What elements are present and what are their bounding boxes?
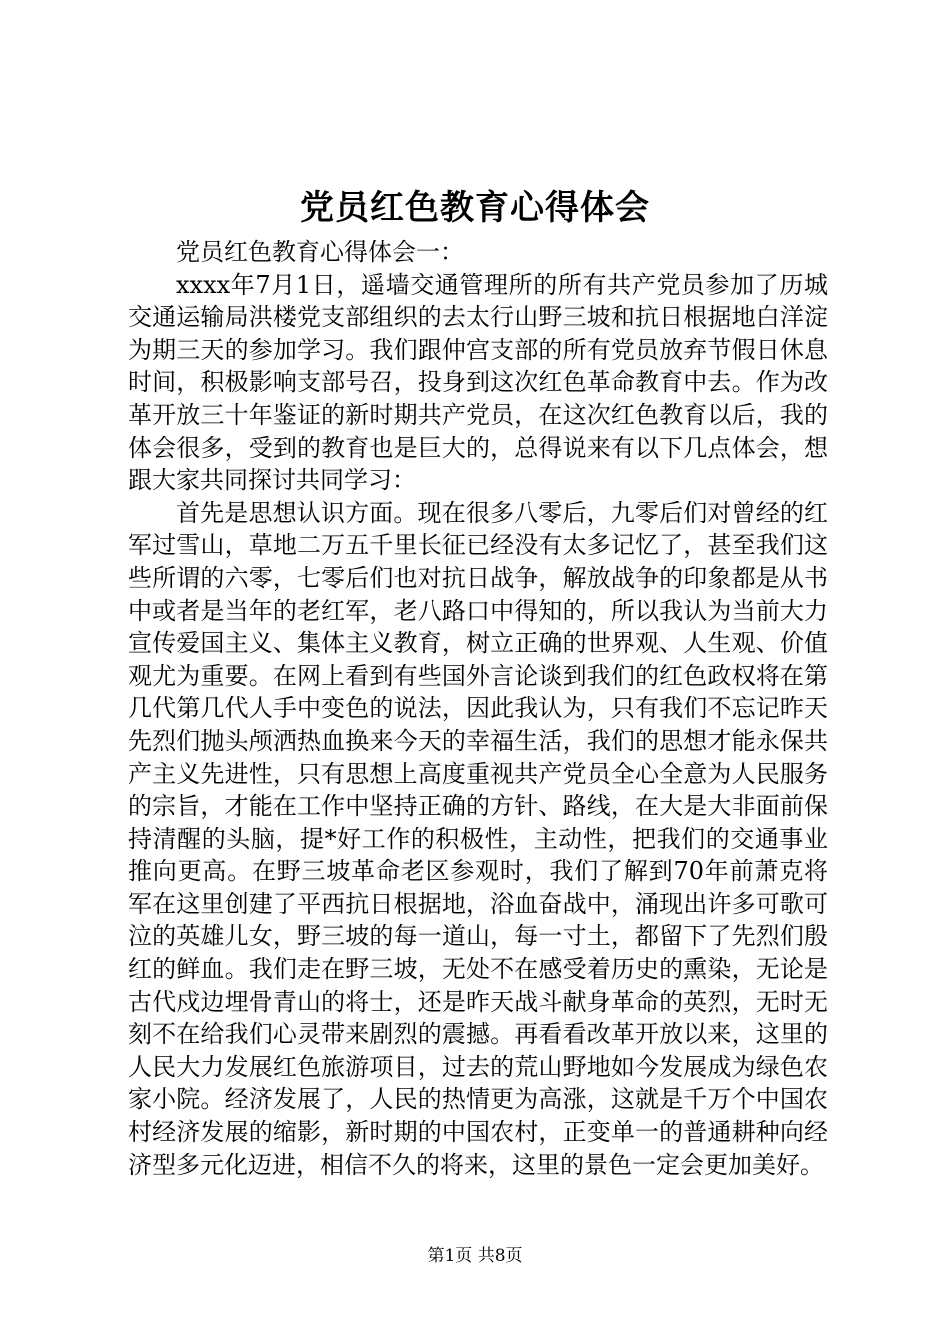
page-footer: 第1页 共8页 xyxy=(427,1246,523,1266)
section-heading: 党员红色教育心得体会一： xyxy=(176,238,464,266)
document-title: 党员红色教育心得体会 xyxy=(300,188,650,228)
paragraph-2: 首先是思想认识方面。现在很多八零后，九零后们对曾经的红军过雪山，草地二万五千里长征已经没有太多记忆了，甚至我们这些所谓的六零，七零后们也对抗日战争，解放战争的印象都是从书中或者是当年的老红军，老八路口中得知的，所以我认为当前大力宣传爱国主义、集体主义教育，树立正确的世界观、人生观、价值观尤为重要。在网上看到有些国外言论谈到我们的红色政权将在第几代第几代人手中变色的说法，因此我认为，只有我们不忘记昨天先烈们抛头颅洒热血换来今天的幸福生活，我们的思想才能永保共产主义先进性，只有思想上高度重视共产党员全心全意为人民服务的宗旨，才能在工作中坚持正确的方针、路线，在大是大非面前保持清醒的头脑，提*好工作的积极性，主动性，把我们的交通事业推向更高。在野三坡革命老区参观时，我们了解到70年前萧克将军在这里创建了平西抗日根据地，浴血奋战中，涌现出许多可歌可泣的英雄儿女，野三坡的每一道山，每一寸土，都留下了先烈们殷红的鲜血。我们走在野三坡，无处不在感受着历史的熏染，无论是古代戍边埋骨青山的将士，还是昨天战斗献身革命的英烈，无时无刻不在给我们心灵带来剧烈的震撼。再看看改革开放以来，这里的人民大力发展红色旅游项目，过去的荒山野地如今发展成为绿色农家小院。经济发展了，人民的热情更为高涨，这就是千万个中国农村经济发展的缩影，新时期的中国农村，正变单一的普通耕种向经济型多元化迈进，相信不久的将来，这里的景色一定会更加美好。 xyxy=(128,498,828,1179)
document-body xyxy=(128,236,828,1181)
paragraph-1: xxxx年7月1日，遥墙交通管理所的所有共产党员参加了历城交通运输局洪楼党支部组织的去太行山野三坡和抗日根据地白洋淀为期三天的参加学习。我们跟仲宫支部的所有党员放弃节假日休息时间，积极影响支部号召，投身到这次红色革命教育中去。作为改革开放三十年鉴证的新时期共产党员，在这次红色教育以后，我的体会很多，受到的教育也是巨大的，总得说来有以下几点体会，想跟大家共同探讨共同学习： xyxy=(128,270,828,495)
